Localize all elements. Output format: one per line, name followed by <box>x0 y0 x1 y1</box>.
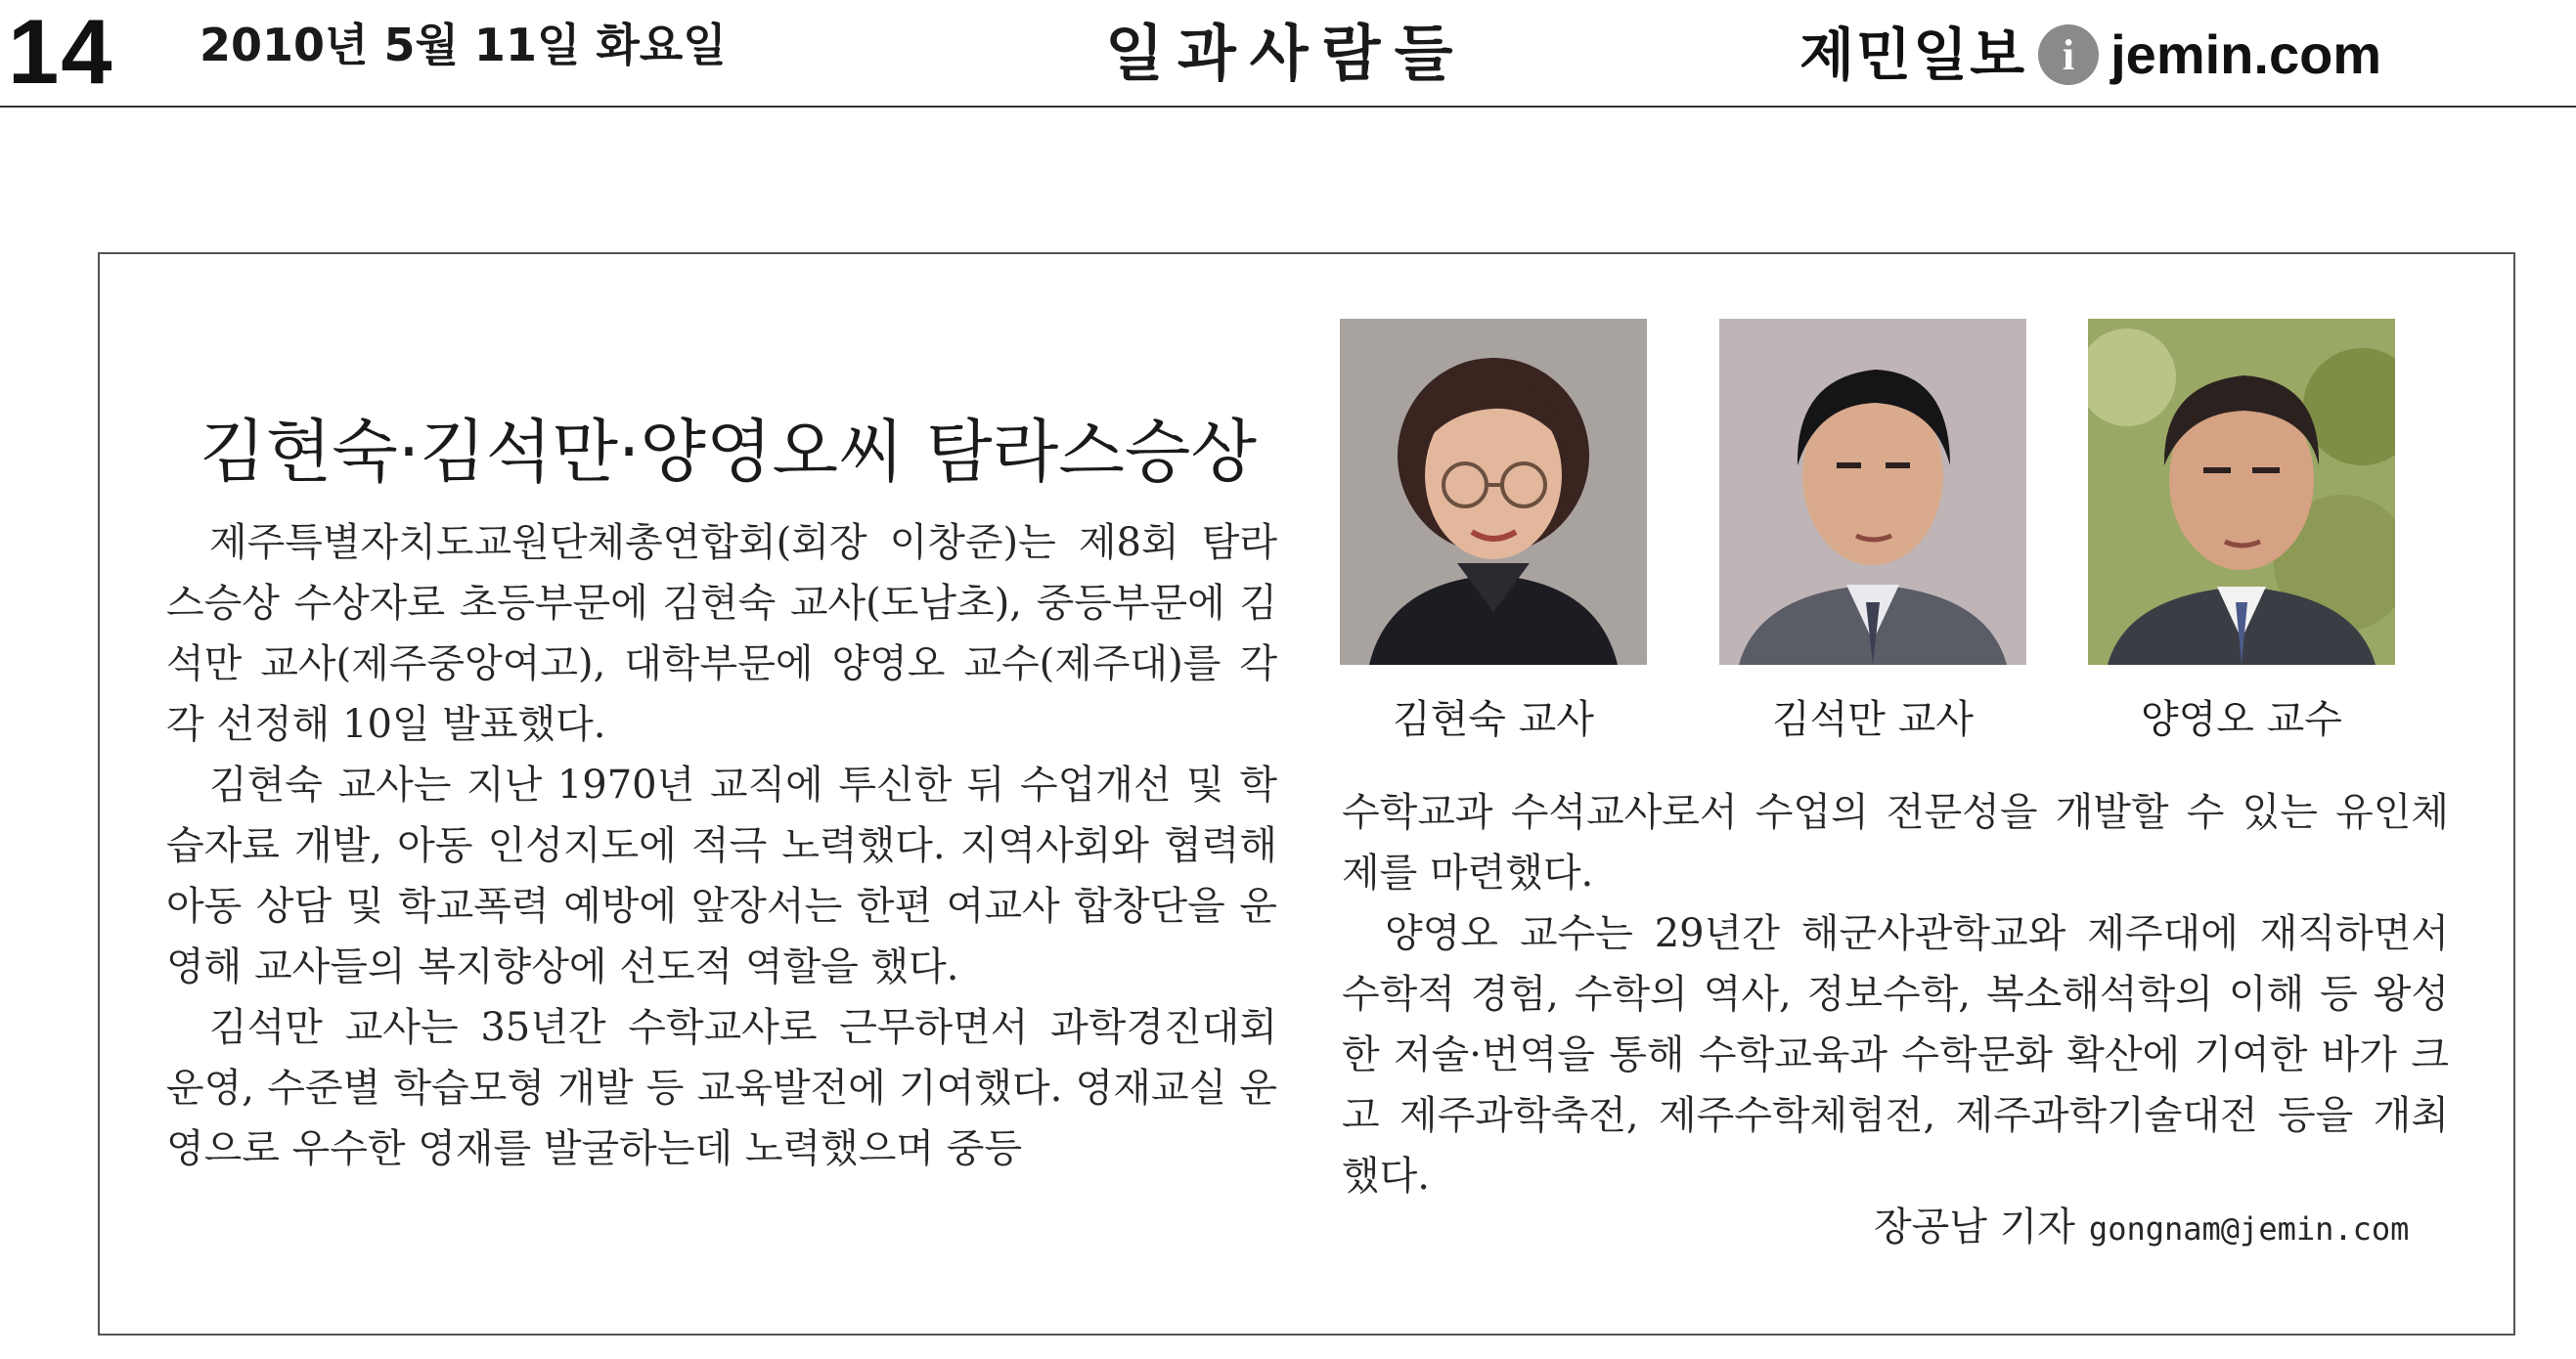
portrait-photo-2 <box>1719 319 2026 665</box>
portrait-3-image <box>2088 319 2395 665</box>
article-headline: 김현숙·김석만·양영오씨 탐라스승상 <box>200 411 1258 492</box>
portrait-2-image <box>1719 319 2026 665</box>
masthead <box>0 0 2576 110</box>
newspaper-brand <box>1799 18 2381 92</box>
photo-caption-1: 김현숙 교사 <box>1393 697 1594 742</box>
issue-date: 2010년 5월 11일 화요일 <box>200 19 727 71</box>
photo-caption-2: 김석만 교사 <box>1772 697 1974 742</box>
article-column-right <box>1342 782 2449 1206</box>
article-paragraph: 양영오 교수는 29년간 해군사관학교와 제주대에 재직하면서 수학적 경험, 수학의 역사, 정보수학, 복소해석학의 이해 등 왕성한 저술·번역을 통해 수학교육과 수학문화 확산에 기여한 바가 크고 제주과학축전, 제주수학체험전, 제주과학기술대전 등을 개최했다. <box>1342 911 2449 1199</box>
reporter-name: 장공남 기자 <box>1874 1205 2075 1249</box>
portrait-photo-3 <box>2088 319 2395 665</box>
article-paragraph: 제주특별자치도교원단체총연합회(회장 이창준)는 제8회 탐라스승상 수상자로 초등부문에 김현숙 교사(도남초), 중등부문에 김석만 교사(제주중앙여고), 대학부문에 양영오 교수(제주대)를 각각 선정해 10일 발표했다. <box>166 520 1277 747</box>
article-paragraph: 김현숙 교사는 지난 1970년 교직에 투신한 뒤 수업개선 및 학습자료 개발, 아동 인성지도에 적극 노력했다. 지역사회와 협력해 아동 상담 및 학교폭력 예방에 앞장서는 한편 여교사 합창단을 운영해 교사들의 복지향상에 선도적 역할을 했다. <box>166 763 1277 989</box>
page-number: 14 <box>8 0 114 103</box>
photo-caption-3: 양영오 교수 <box>2141 697 2342 742</box>
portrait-photo-1 <box>1340 319 1647 665</box>
portrait-1-image <box>1340 319 1647 665</box>
header-rule <box>0 106 2576 108</box>
website-url[interactable]: jemin.com <box>2110 23 2382 85</box>
info-icon-letter: i <box>2063 31 2075 79</box>
article-column-left <box>166 512 1277 1179</box>
section-title: 일과사람들 <box>1105 18 1467 89</box>
byline <box>1874 1196 2409 1251</box>
article-paragraph: 김석만 교사는 35년간 수학교사로 근무하면서 과학경진대회 운영, 수준별 학습모형 개발 등 교육발전에 기여했다. 영재교실 운영으로 우수한 영재를 발굴하는데 노력했으며 중등 <box>166 1005 1277 1171</box>
info-icon <box>2038 24 2099 85</box>
newspaper-name: 제민일보 <box>1799 22 2027 88</box>
reporter-email[interactable]: gongnam@jemin.com <box>2088 1210 2410 1248</box>
article-paragraph-continued: 수학교과 수석교사로서 수업의 전문성을 개발할 수 있는 유인체제를 마련했다. <box>1342 790 2449 896</box>
